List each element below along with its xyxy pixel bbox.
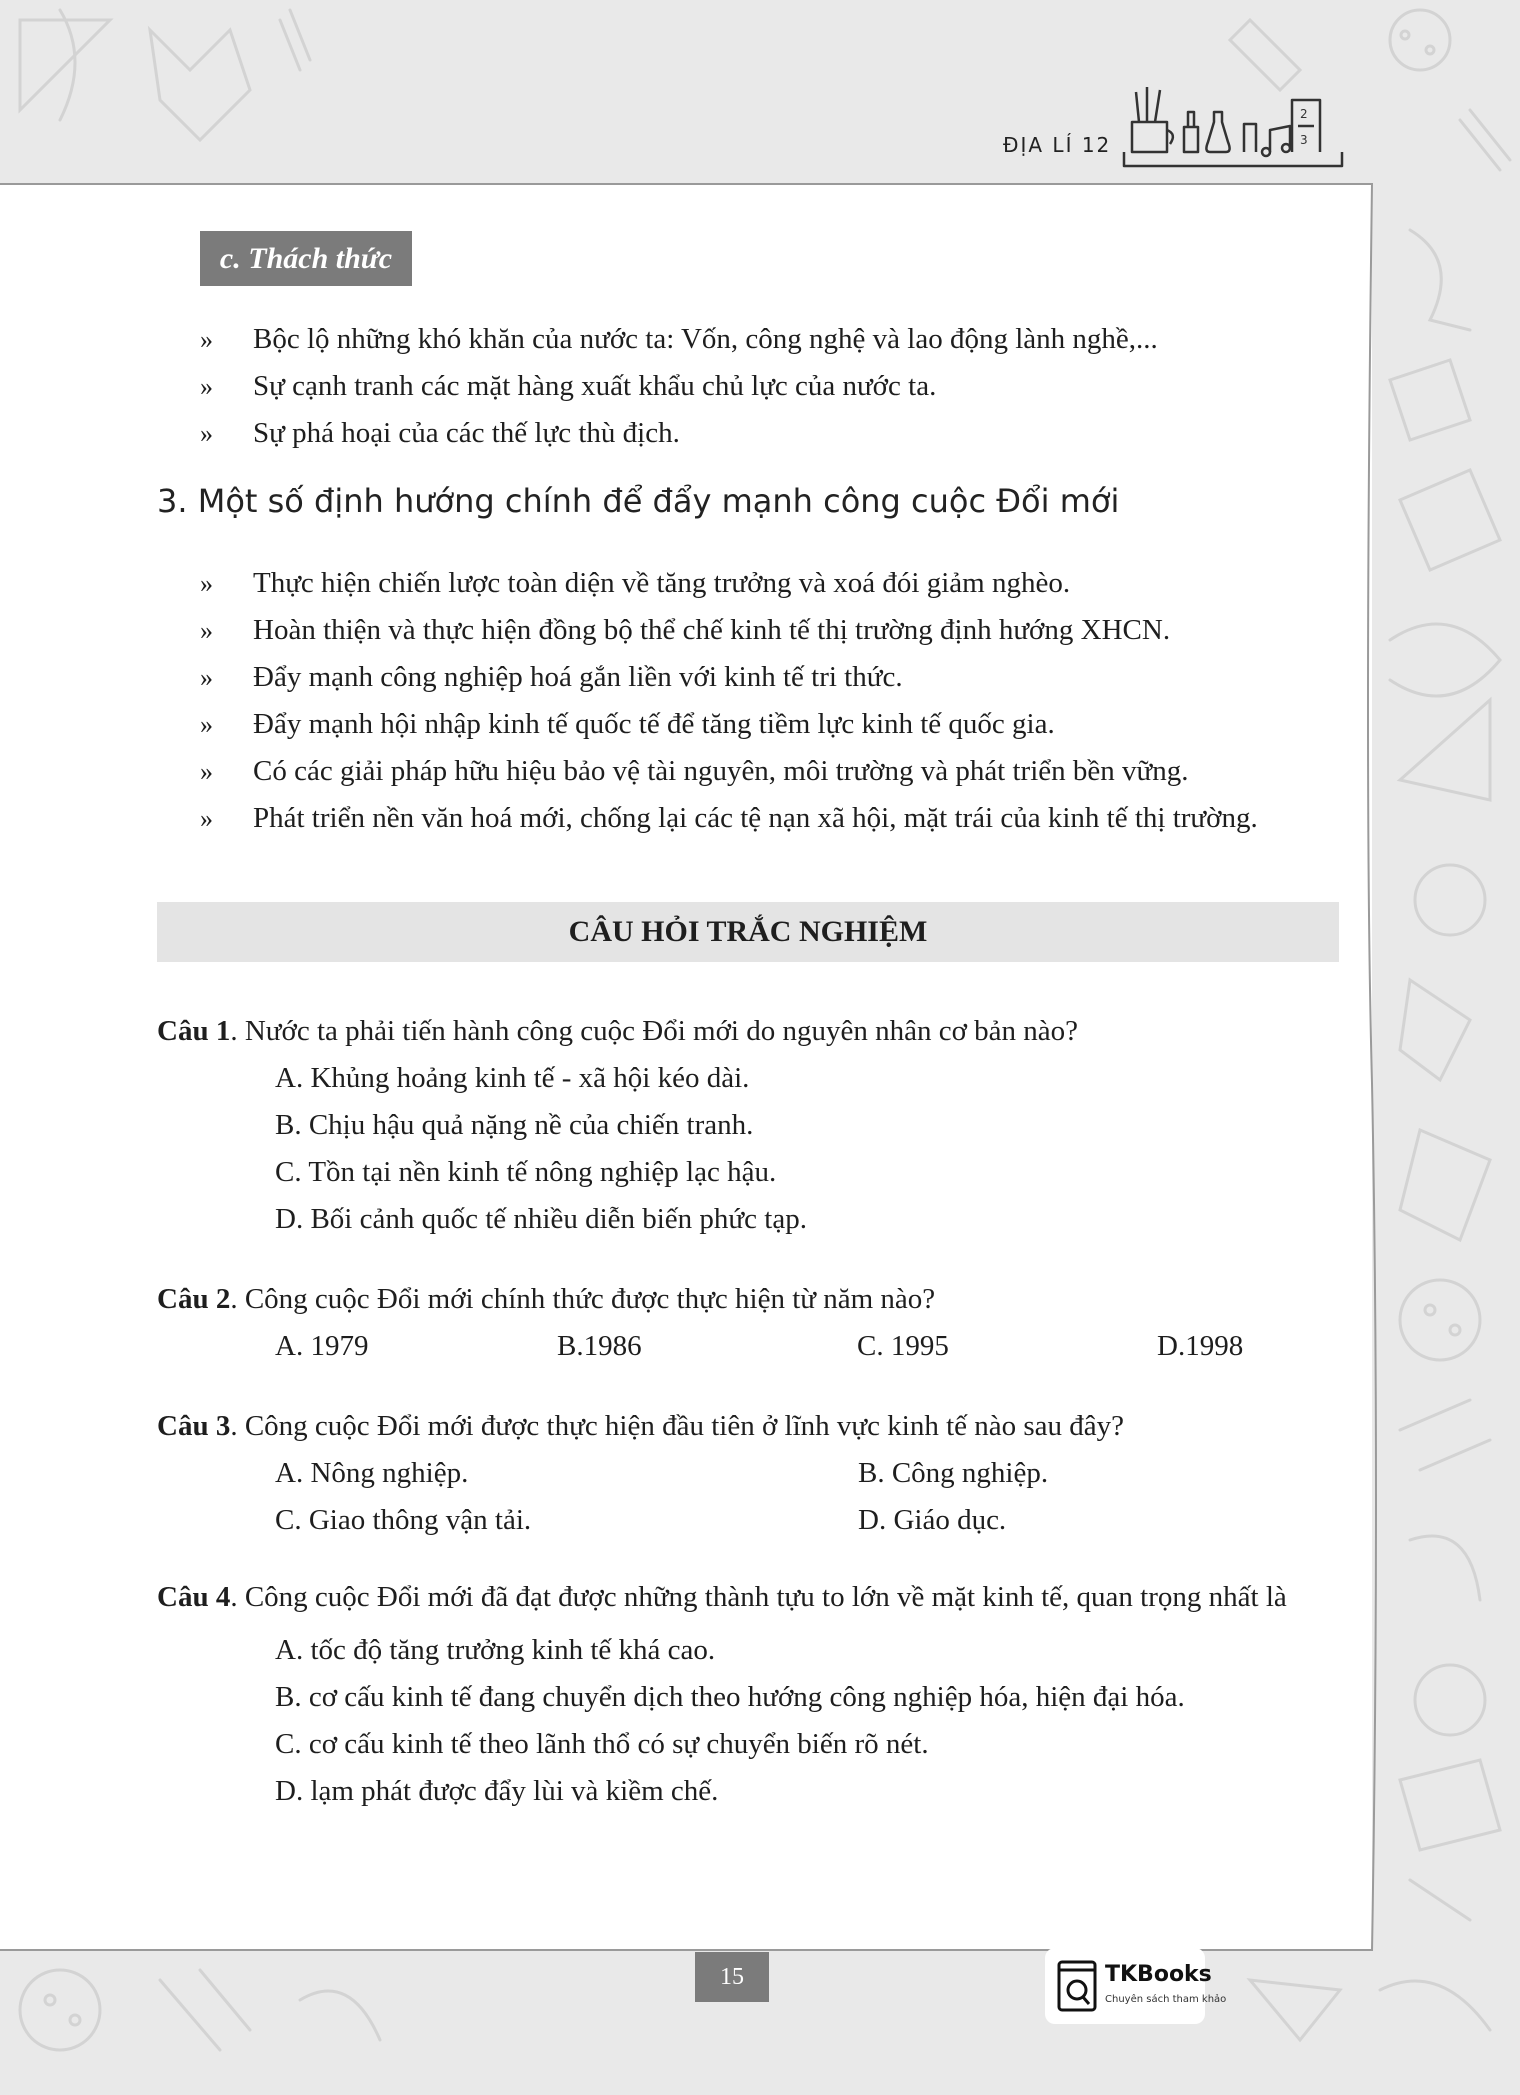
book-magnifier-icon: [1055, 1956, 1101, 2016]
section-3-heading: 3. Một số định hướng chính để đẩy mạnh công cuộc Đổi mới: [157, 482, 1120, 520]
answer-option-c: C. Tồn tại nền kinh tế nông nghiệp lạc hậu.: [275, 1156, 777, 1188]
page-number: 15: [695, 1952, 769, 2002]
answer-option-d: D. Bối cảnh quốc tế nhiều diễn biến phức tạp.: [275, 1203, 807, 1235]
svg-text:3: 3: [1300, 133, 1308, 147]
answer-option-d: D.1998: [1157, 1330, 1244, 1362]
bullet-mark: »: [200, 325, 213, 354]
logo-tagline: Chuyên sách tham khảo: [1105, 1994, 1227, 2005]
answer-option-b: B. Công nghiệp.: [858, 1457, 1049, 1489]
answer-option-d: D. lạm phát được đẩy lùi và kiềm chế.: [275, 1775, 719, 1807]
list-item-text: Bộc lộ những khó khăn của nước ta: Vốn, công nghệ và lao động lành nghề,...: [253, 323, 1158, 355]
list-item-text: Sự cạnh tranh các mặt hàng xuất khẩu chủ lực của nước ta.: [253, 370, 937, 402]
bullet-mark: »: [200, 663, 213, 692]
answer-option-c: C. Giao thông vận tải.: [275, 1504, 532, 1536]
answer-options: [275, 1627, 1342, 1815]
bullet-mark: »: [200, 569, 213, 598]
list-item: [200, 316, 1350, 363]
answer-option-b: B. cơ cấu kinh tế đang chuyển dịch theo hướng công nghiệp hóa, hiện đại hóa.: [275, 1681, 1185, 1713]
list-item: [200, 701, 1350, 748]
answer-option-a: A. Nông nghiệp.: [275, 1457, 469, 1489]
list-item: [200, 654, 1350, 701]
question-text: . Nước ta phải tiến hành công cuộc Đổi mới do nguyên nhân cơ bản nào?: [230, 1015, 1079, 1047]
svg-text:2: 2: [1300, 107, 1308, 121]
list-item-text: Thực hiện chiến lược toàn diện về tăng trưởng và xoá đói giảm nghèo.: [253, 567, 1071, 599]
bullet-mark: »: [200, 419, 213, 448]
answer-option-c: C. 1995: [857, 1330, 949, 1362]
question-3: [157, 1403, 1342, 1544]
page-curl-edge: [1362, 183, 1382, 1951]
stationery-shelf-icon: [1122, 82, 1344, 172]
answer-option-a: A. tốc độ tăng trưởng kinh tế khá cao.: [275, 1634, 716, 1666]
list-item: [200, 560, 1350, 607]
answer-options: [275, 1323, 1342, 1370]
question-4: [157, 1574, 1342, 1815]
question-stem: [157, 1008, 1342, 1055]
bullet-mark: »: [200, 616, 213, 645]
answer-options: [275, 1450, 1342, 1544]
list-item-text: Phát triển nền văn hoá mới, chống lại các tệ nạn xã hội, mặt trái của kinh tế thị trường.: [253, 802, 1258, 834]
bullet-mark: »: [200, 757, 213, 786]
question-text: . Công cuộc Đổi mới được thực hiện đầu tiên ở lĩnh vực kinh tế nào sau đây?: [230, 1410, 1125, 1442]
question-stem: [157, 1276, 1342, 1323]
section-c-bullet-list: [200, 316, 1350, 457]
answer-options: [275, 1055, 1342, 1243]
list-item-text: Có các giải pháp hữu hiệu bảo vệ tài nguyên, môi trường và phát triển bền vững.: [253, 755, 1189, 787]
publisher-logo: [1045, 1948, 1227, 2024]
answer-option-b: B. Chịu hậu quả nặng nề của chiến tranh.: [275, 1109, 754, 1141]
answer-option-d: D. Giáo dục.: [858, 1504, 1007, 1536]
question-2: [157, 1276, 1342, 1370]
list-item-text: Đẩy mạnh hội nhập kinh tế quốc tế để tăng tiềm lực kinh tế quốc gia.: [253, 708, 1055, 740]
question-stem: [157, 1574, 1342, 1621]
question-label: Câu 2: [157, 1283, 231, 1315]
section-3-bullet-list: [200, 560, 1350, 842]
list-item-text: Đẩy mạnh công nghiệp hoá gắn liền với kinh tế tri thức.: [253, 661, 903, 693]
list-item-text: Sự phá hoại của các thế lực thù địch.: [253, 417, 680, 449]
question-text: . Công cuộc Đổi mới đã đạt được những thành tựu to lớn về mặt kinh tế, quan trọng nhất là: [230, 1581, 1287, 1613]
answer-option-b: B.1986: [557, 1330, 642, 1362]
quiz-banner: CÂU HỎI TRẮC NGHIỆM: [157, 902, 1339, 962]
list-item-text: Hoàn thiện và thực hiện đồng bộ thể chế kinh tế thị trường định hướng XHCN.: [253, 614, 1171, 646]
question-text: . Công cuộc Đổi mới chính thức được thực hiện từ năm nào?: [230, 1283, 936, 1315]
question-label: Câu 1: [157, 1015, 231, 1047]
question-stem: [157, 1403, 1342, 1450]
question-label: Câu 4: [157, 1581, 231, 1613]
answer-option-a: A. 1979: [275, 1330, 369, 1362]
list-item: [200, 410, 1350, 457]
question-1: [157, 1008, 1342, 1243]
header-subject-title: ĐỊA LÍ 12: [1003, 133, 1112, 157]
answer-option-a: A. Khủng hoảng kinh tế - xã hội kéo dài.: [275, 1062, 750, 1094]
section-c-heading: c. Thách thức: [200, 231, 412, 286]
bullet-mark: »: [200, 372, 213, 401]
bullet-mark: »: [200, 710, 213, 739]
list-item: [200, 748, 1350, 795]
list-item: [200, 607, 1350, 654]
question-label: Câu 3: [157, 1410, 231, 1442]
logo-name: TKBooks: [1105, 1962, 1212, 1987]
answer-option-c: C. cơ cấu kinh tế theo lãnh thổ có sự chuyển biến rõ nét.: [275, 1728, 929, 1760]
list-item: [200, 795, 1350, 842]
list-item: [200, 363, 1350, 410]
bullet-mark: »: [200, 804, 213, 833]
